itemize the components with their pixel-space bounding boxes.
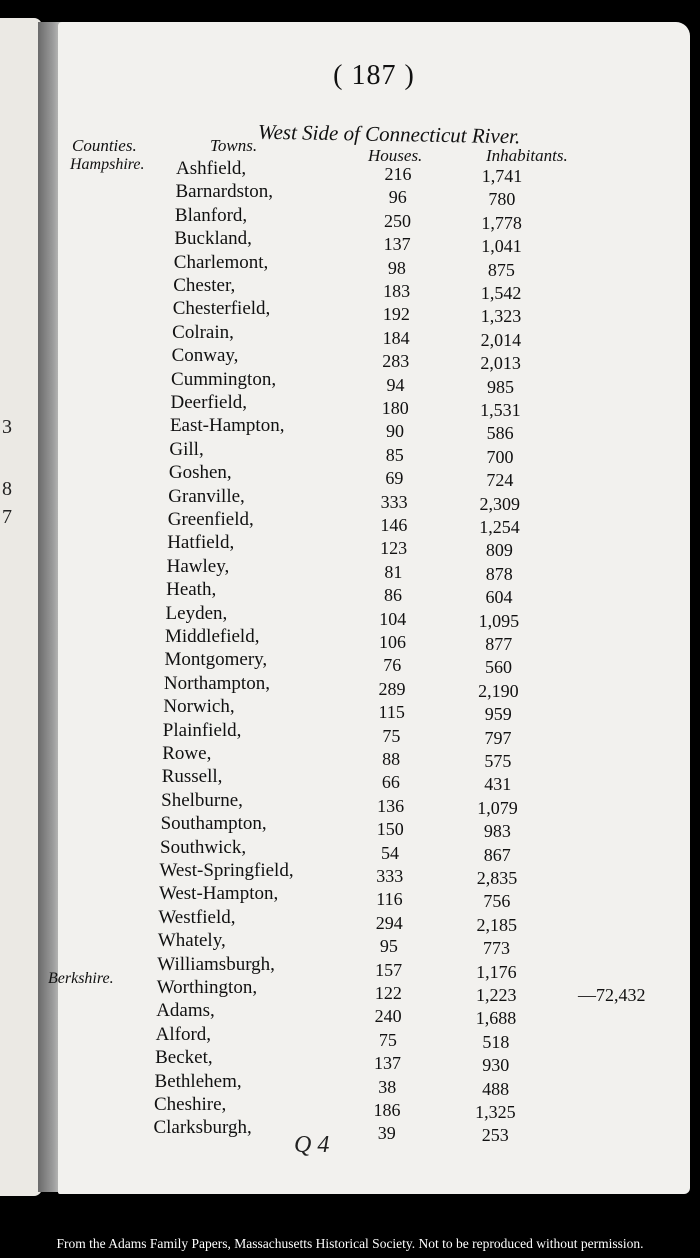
inhabitants-count: 1,323 [480, 306, 522, 327]
table-row [58, 930, 690, 959]
town-name: Leyden, [165, 602, 228, 624]
houses-count: 283 [382, 351, 410, 372]
table-row [58, 368, 690, 397]
houses-count: 186 [373, 1100, 401, 1120]
inhabitants-count: 797 [484, 727, 512, 748]
town-name: Gill, [169, 438, 204, 460]
town-name: Williamsburgh, [157, 953, 275, 975]
houses-count: 137 [374, 1053, 402, 1074]
inhabitants-count: 253 [481, 1125, 509, 1146]
houses-count: 66 [381, 772, 400, 793]
houses-count: 333 [380, 491, 408, 512]
town-name: Greenfield, [167, 509, 254, 530]
table-row [58, 1070, 690, 1099]
table-row [58, 696, 690, 725]
town-name: Southwick, [160, 836, 247, 858]
column-header-counties: Counties. [72, 136, 137, 155]
inhabitants-count: 2,014 [480, 329, 522, 350]
table-row [58, 1047, 690, 1076]
town-name: Barnardston, [175, 181, 274, 203]
inhabitants-count: 780 [488, 189, 516, 210]
houses-count: 116 [376, 889, 403, 910]
houses-count: 115 [378, 702, 405, 723]
houses-count: 333 [376, 866, 404, 886]
town-name: Norwich, [163, 696, 235, 718]
houses-count: 90 [385, 421, 404, 442]
inhabitants-count: 1,688 [475, 1008, 517, 1029]
table-row [58, 321, 690, 350]
town-name: Blanford, [174, 204, 248, 226]
houses-count: 69 [385, 468, 404, 489]
houses-count: 146 [380, 515, 408, 535]
inhabitants-count: 1,223 [475, 985, 517, 1005]
houses-count: 250 [383, 210, 411, 231]
houses-count: 136 [377, 795, 405, 816]
table-row [58, 204, 690, 233]
town-name: East-Hampton, [169, 415, 285, 437]
inhabitants-count: 2,185 [476, 914, 517, 935]
town-name: Whately, [157, 930, 226, 952]
town-name: Plainfield, [162, 719, 242, 741]
town-name: West-Hampton, [158, 883, 279, 905]
town-name: Hawley, [166, 555, 230, 577]
table-row [58, 719, 690, 748]
table-row [58, 181, 690, 210]
left-page-edge [0, 18, 42, 1196]
inhabitants-count: 1,531 [480, 400, 521, 420]
houses-count: 184 [382, 327, 410, 348]
inhabitants-count: 1,176 [476, 961, 517, 982]
page-number: ( 187 ) [333, 60, 415, 91]
inhabitants-count: 878 [485, 563, 513, 584]
town-name: Buckland, [174, 228, 252, 250]
inhabitants-count: 2,835 [476, 868, 518, 888]
table-row [58, 275, 690, 303]
table-row [58, 579, 690, 608]
left-page-fragment: 3 [2, 416, 12, 438]
houses-count: 183 [383, 281, 411, 301]
table-row [58, 509, 690, 537]
table-row [58, 602, 690, 631]
inhabitants-count: 875 [487, 259, 515, 280]
town-name: Worthington, [156, 977, 258, 998]
inhabitants-count: 756 [483, 891, 511, 912]
inhabitants-count: 2,190 [478, 680, 519, 701]
inhabitants-count: 983 [483, 821, 511, 842]
table-row [58, 555, 690, 584]
town-name: Middlefield, [165, 626, 260, 647]
town-name: Montgomery, [164, 649, 268, 671]
column-header-inhabitants: Inhabitants. [486, 146, 568, 165]
houses-count: 123 [380, 538, 408, 559]
inhabitants-count: 604 [485, 587, 513, 608]
inhabitants-count: 560 [485, 657, 513, 678]
inhabitants-count: 431 [484, 774, 512, 795]
houses-count: 98 [387, 257, 406, 278]
town-name: Rowe, [162, 743, 212, 764]
town-name: Cheshire, [154, 1094, 227, 1115]
table-row [58, 251, 690, 280]
town-name: Shelburne, [161, 789, 243, 811]
inhabitants-count: 867 [483, 844, 511, 865]
inhabitants-count: 1,041 [481, 236, 522, 257]
town-name: Chester, [173, 275, 236, 296]
inhabitants-count: 985 [487, 376, 514, 397]
table-row [58, 883, 690, 912]
town-name: Becket, [155, 1047, 213, 1069]
houses-count: 75 [382, 725, 401, 746]
county-label-berkshire: Berkshire. [48, 970, 114, 987]
town-name: Conway, [171, 345, 239, 367]
houses-count: 180 [381, 398, 409, 418]
inhabitants-count: 1,778 [481, 212, 522, 233]
town-name: Chesterfield, [172, 298, 271, 320]
inhabitants-count: 2,013 [480, 353, 521, 374]
town-name: Alford, [155, 1023, 212, 1045]
houses-count: 39 [377, 1123, 396, 1144]
town-name: Clarksburgh, [153, 1117, 252, 1139]
town-name: Northampton, [163, 672, 270, 694]
inhabitants-count: 1,095 [478, 610, 520, 631]
houses-count: 85 [385, 444, 404, 465]
houses-count: 137 [383, 234, 411, 255]
left-page-fragment: 8 [2, 478, 12, 500]
inhabitants-count: 930 [482, 1055, 510, 1076]
inhabitants-count: 1,079 [477, 797, 518, 818]
houses-count: 38 [378, 1076, 397, 1097]
column-header-towns: Towns. [210, 136, 258, 155]
table-row [58, 789, 690, 818]
houses-count: 192 [382, 304, 410, 325]
houses-count: 94 [386, 374, 405, 395]
town-name: Goshen, [168, 462, 232, 484]
town-name: Westfield, [158, 906, 236, 928]
houses-count: 240 [374, 1006, 402, 1027]
houses-count: 96 [388, 187, 407, 208]
inhabitants-count: 959 [484, 704, 512, 725]
table-row [58, 836, 690, 865]
table-row [58, 438, 690, 467]
inhabitants-count: 518 [482, 1031, 510, 1052]
town-name: Hatfield, [167, 532, 235, 554]
inhabitants-count: 809 [485, 540, 513, 561]
book-page [48, 22, 690, 1194]
town-name: Bethlehem, [154, 1070, 242, 1092]
column-header-houses: Houses. [368, 146, 423, 165]
town-name: Charlemont, [173, 251, 269, 273]
houses-count: 289 [378, 678, 406, 699]
town-name: West-Springfield, [159, 860, 294, 881]
town-name: Russell, [161, 766, 223, 788]
inhabitants-count: 1,254 [479, 517, 520, 537]
houses-count: 88 [382, 749, 401, 769]
town-name: Granville, [168, 485, 245, 507]
table-row [58, 860, 690, 888]
inhabitants-count: 2,309 [479, 493, 520, 514]
inhabitants-count: 700 [486, 446, 514, 467]
houses-count: 150 [376, 819, 404, 840]
table-row [58, 672, 690, 701]
houses-count: 75 [378, 1029, 397, 1050]
table-row [58, 766, 690, 795]
table-row [58, 298, 690, 327]
houses-count: 81 [384, 561, 403, 582]
town-name: Deerfield, [170, 392, 247, 413]
table-row [58, 1023, 690, 1052]
table-row [58, 626, 690, 654]
houses-count: 122 [374, 983, 402, 1003]
table-row [58, 743, 690, 771]
inhabitants-count: 488 [482, 1078, 510, 1099]
county-label-hampshire: Hampshire. [70, 156, 145, 173]
houses-count: 216 [384, 164, 412, 184]
left-page-fragment: 7 [2, 506, 12, 528]
town-name: Adams, [156, 1000, 215, 1022]
inhabitants-count: 773 [483, 938, 511, 959]
town-name: Colrain, [172, 321, 234, 343]
copyright-footer: From the Adams Family Papers, Massachusetts Historical Society. Not to be reproduced without permission. [56, 1236, 644, 1251]
table-row [58, 228, 690, 257]
table-row [58, 485, 690, 514]
inhabitants-count: 724 [486, 470, 514, 491]
town-name: Southampton, [160, 813, 267, 835]
section-heading: West Side of Connecticut River. [257, 119, 521, 149]
houses-count: 104 [379, 608, 407, 629]
table-row [58, 392, 690, 420]
table-row [58, 649, 690, 678]
houses-count: 95 [379, 936, 398, 957]
table-row [58, 532, 690, 561]
houses-count: 54 [381, 842, 400, 863]
houses-count: 294 [375, 912, 403, 933]
table-row [58, 1094, 690, 1122]
houses-count: 86 [384, 585, 403, 606]
table-row [58, 158, 690, 186]
houses-count: 106 [379, 632, 406, 652]
town-name: Heath, [166, 579, 217, 601]
table-row [58, 415, 690, 444]
table-row [58, 462, 690, 491]
houses-count: 157 [375, 959, 403, 980]
inhabitants-count: 877 [485, 634, 513, 654]
inhabitants-count: 1,542 [480, 283, 522, 303]
inhabitants-count: 586 [486, 423, 514, 444]
table-row [58, 813, 690, 842]
table-row [58, 906, 690, 935]
inhabitants-count: 1,325 [475, 1102, 516, 1122]
table-row [58, 345, 690, 374]
town-name: Cummington, [171, 368, 277, 390]
hampshire-total: —72,432 [578, 985, 646, 1005]
inhabitants-count: 1,741 [481, 166, 523, 186]
inhabitants-count: 575 [484, 751, 512, 771]
town-name: Ashfield, [176, 158, 247, 179]
signature-mark: Q 4 [294, 1132, 330, 1158]
houses-count: 76 [383, 655, 402, 676]
